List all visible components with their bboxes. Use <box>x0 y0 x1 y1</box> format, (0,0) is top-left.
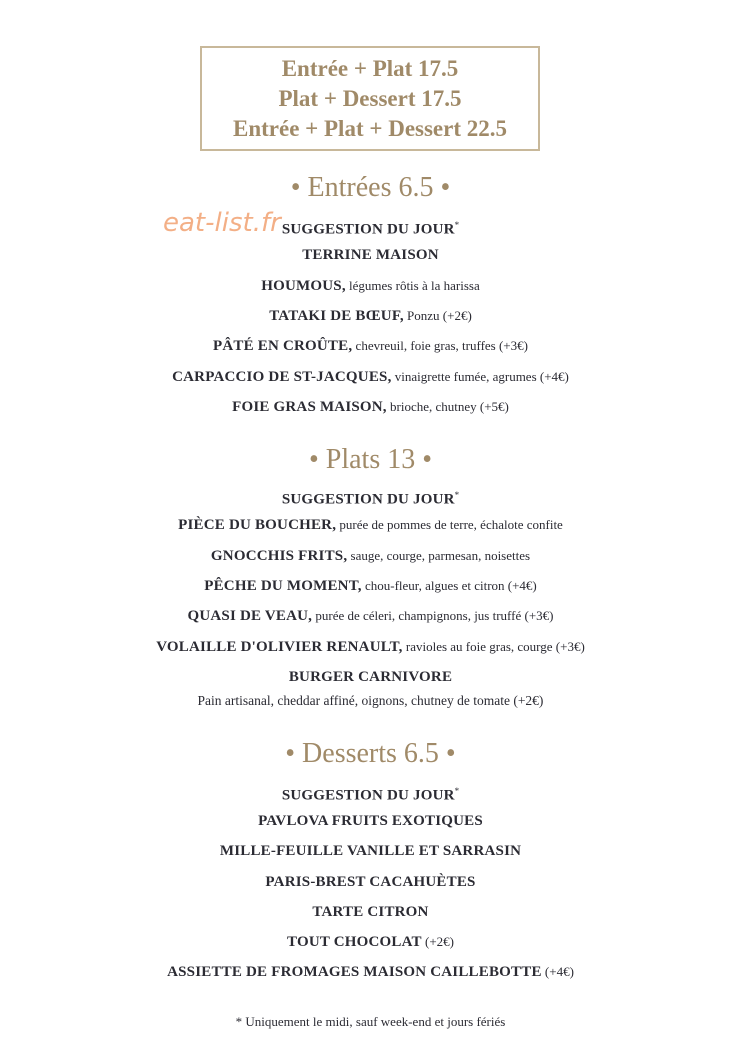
footnote-marker: * <box>454 786 460 796</box>
burger-description-text: Pain artisanal, cheddar affiné, oignons, chutney de tomate (+2€) <box>197 693 544 708</box>
plats-menu-item <box>0 516 741 535</box>
menu-item-name: BURGER CARNIVORE <box>288 668 453 685</box>
menu-item-name: SUGGESTION DU JOUR <box>281 221 455 238</box>
formula-entree-plat: Entrée + Plat 17.5 <box>281 55 459 81</box>
menu-item-description: purée de céleri, champignons, jus truffé (+3€) <box>312 608 554 624</box>
desserts-menu-item <box>0 873 741 892</box>
plats-menu-item <box>0 668 741 687</box>
plats-menu-item <box>0 607 741 626</box>
menu-item-name: VOLAILLE D'OLIVIER RENAULT, <box>156 638 403 655</box>
desserts-menu-item <box>0 782 741 806</box>
menu-item-description: (+4€) <box>541 964 574 980</box>
plats-menu-item <box>0 547 741 566</box>
menu-item-name: FOIE GRAS MAISON, <box>232 398 387 415</box>
menu-item-description: purée de pommes de terre, échalote confite <box>336 517 563 533</box>
entrees-menu-item <box>0 368 741 387</box>
footnote-marker: * <box>454 220 460 230</box>
entrees-menu-item <box>0 337 741 356</box>
menu-item-name: TOUT CHOCOLAT <box>287 934 422 950</box>
menu-item-description: sauge, courge, parmesan, noisettes <box>347 547 531 563</box>
menu-item-name: MILLE-FEUILLE VANILLE ET SARRASIN <box>219 843 522 860</box>
menu-item-name: TATAKI DE BŒUF, <box>269 307 404 324</box>
plats-menu-item <box>0 577 741 596</box>
menu-item-name: SUGGESTION DU JOUR <box>281 491 455 508</box>
menu-item-name: QUASI DE VEAU, <box>187 608 313 625</box>
desserts-menu-item <box>0 903 741 922</box>
menu-item-description: légumes rôtis à la harissa <box>345 277 480 293</box>
entrees-menu-item <box>0 277 741 296</box>
menu-item-name: PÊCHE DU MOMENT, <box>204 577 362 594</box>
desserts-menu-item <box>0 842 741 861</box>
burger-description <box>0 692 741 711</box>
entrees-menu-item <box>0 307 741 326</box>
menu-item-description: vinaigrette fumée, agrumes (+4€) <box>391 368 569 384</box>
section-title-desserts: • Desserts 6.5 • <box>285 738 456 769</box>
formula-box <box>200 46 540 151</box>
menu-item-name: TARTE CITRON <box>312 903 429 920</box>
footnote-marker: * <box>454 490 460 500</box>
plats-menu-item <box>0 486 741 510</box>
menu-item-name: PARIS-BREST CACAHUÈTES <box>265 873 476 890</box>
menu-item-name: PAVLOVA FRUITS EXOTIQUES <box>258 813 483 830</box>
section-title-entrees: • Entrées 6.5 • <box>290 172 451 203</box>
menu-item-name: PIÈCE DU BOUCHER, <box>178 517 337 534</box>
desserts-menu-item <box>0 933 741 952</box>
footnote: * Uniquement le midi, sauf week-end et jours fériés <box>235 1014 506 1029</box>
formula-plat-dessert: Plat + Dessert 17.5 <box>278 85 462 111</box>
menu-item-description: chevreuil, foie gras, truffes (+3€) <box>352 338 528 354</box>
menu-item-name: GNOCCHIS FRITS, <box>210 547 348 564</box>
menu-item-name: CARPACCIO DE ST-JACQUES, <box>172 368 392 385</box>
plats-menu-item <box>0 638 741 657</box>
desserts-menu-item <box>0 963 741 982</box>
watermark-logo: eat-list.fr <box>163 208 281 238</box>
desserts-menu-item <box>0 812 741 831</box>
menu-item-name: PÂTÉ EN CROÛTE, <box>213 338 353 355</box>
menu-item-name: HOUMOUS, <box>261 277 346 294</box>
entrees-menu-item <box>0 398 741 417</box>
section-title-plats: • Plats 13 • <box>308 444 433 475</box>
menu-item-name: TERRINE MAISON <box>302 247 439 264</box>
formula-entree-plat-dessert: Entrée + Plat + Dessert 22.5 <box>232 115 508 141</box>
entrees-menu-item <box>0 246 741 265</box>
menu-item-name: ASSIETTE DE FROMAGES MAISON CAILLEBOTTE <box>167 964 542 981</box>
menu-item-description: Ponzu (+2€) <box>403 307 472 323</box>
menu-item-description: (+2€) <box>421 934 454 949</box>
menu-item-description: brioche, chutney (+5€) <box>386 398 509 414</box>
menu-item-description: chou-fleur, algues et citron (+4€) <box>361 577 537 593</box>
entrees-menu-item <box>0 216 741 240</box>
menu-item-name: SUGGESTION DU JOUR <box>281 787 455 804</box>
menu-item-description: ravioles au foie gras, courge (+3€) <box>402 638 585 654</box>
